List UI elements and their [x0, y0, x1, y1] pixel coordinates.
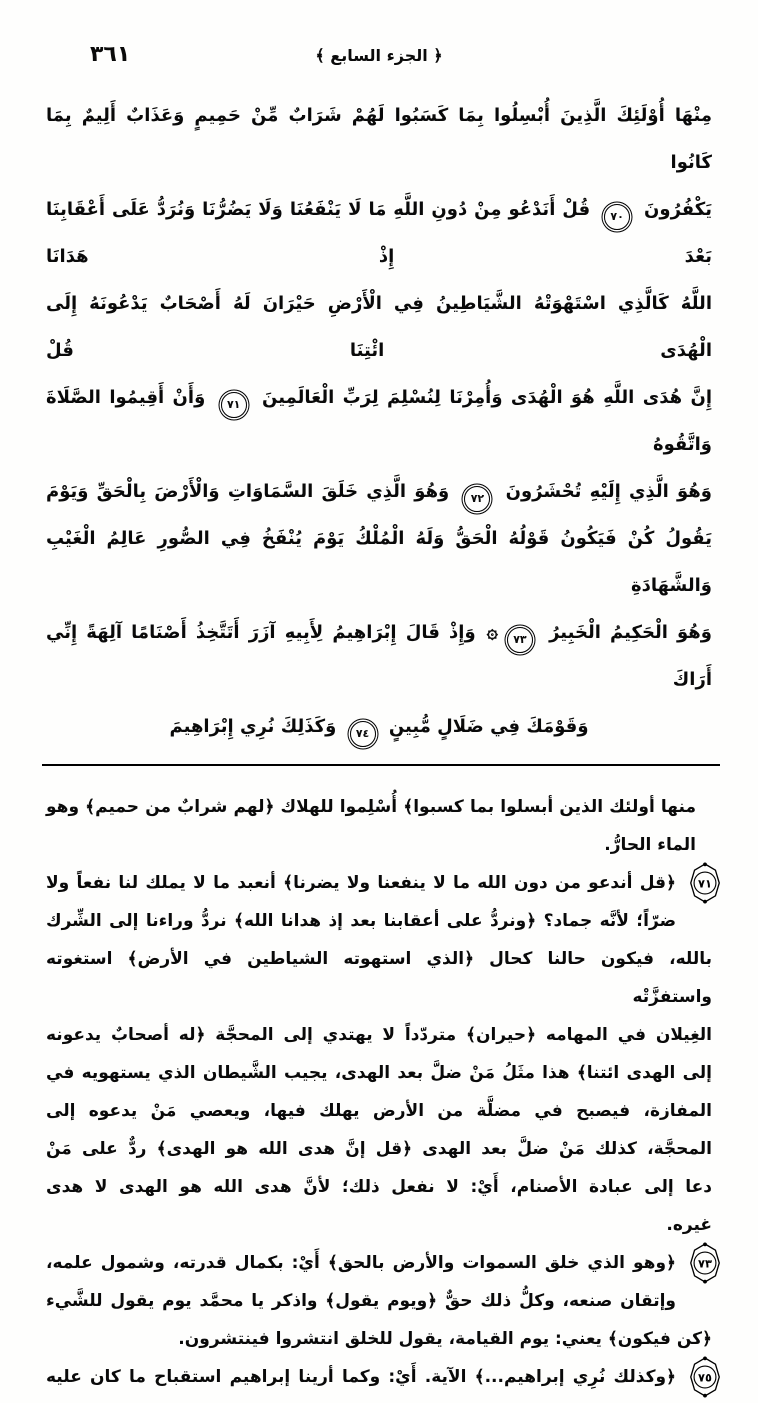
ayah-marker: ٧١: [221, 392, 247, 418]
section-divider: [42, 764, 720, 766]
quran-text-block: [46, 92, 712, 750]
quran-text-run: اللَّهُ كَالَّذِي اسْتَهْوَتْهُ الشَّيَاطِينُ فِي الْأَرْضِ حَيْرَانَ لَهُ أَصْحَابٌ يَدْعُونَهُ إِلَى الْهُدَى ائْتِنَا قُلْ: [46, 293, 712, 361]
verse-number: ٧١: [698, 876, 712, 891]
quran-text-run: إِنَّ هُدَى اللَّهِ هُوَ الْهُدَى وَأُمِرْنَا لِنُسْلِمَ لِرَبِّ الْعَالَمِينَ: [253, 387, 713, 408]
commentary-paragraph: [46, 864, 712, 1244]
quran-text-run: يَقُولُ كُنْ فَيَكُونُ قَوْلُهُ الْحَقُّ وَلَهُ الْمُلْكُ يَوْمَ يُنْفَخُ فِي الصُّورِ عَالِمُ الْغَيْبِ وَالشَّهَادَةِ: [46, 528, 712, 596]
verse-number: ٧٥: [698, 1370, 712, 1385]
quran-line: [46, 374, 712, 468]
commentary-line: دعا إلى عبادة الأصنام، أَيْ: لا نفعل ذلك؛ لأنَّ هدى الله هو الهدى لا هدى: [46, 1177, 712, 1197]
commentary-line: منها أولئك الذين أبسلوا بما كسبوا﴾ أُسْلِموا للهلاك ﴿لهم شرابٌ من حميم﴾ وهو: [46, 797, 696, 817]
page-header: [46, 30, 712, 76]
ayah-marker: ٧٠: [604, 204, 630, 230]
commentary-line: ضرّاً؛ لأنَّه جماد؟ ﴿ونردُّ على أعقابنا بعد إذ هدانا الله﴾ نردُّ وراءنا إلى الشِّرك: [46, 911, 676, 931]
commentary-line: المفازة، فيصبح في مضلَّة من الأرض يهلك فيها، ويعصي مَنْ يدعوه إلى: [46, 1101, 712, 1121]
commentary-line: ﴿كن فيكون﴾ يعني: يوم القيامة، يقول للخلق انتشروا فينتشرون.: [178, 1329, 712, 1349]
commentary-line: الغِيلان في المهامه ﴿حيران﴾ متردّداً لا يهتدي إلى المحجَّة ﴿له أصحابٌ يدعونه: [46, 1025, 712, 1045]
verse-medallion: [686, 1241, 724, 1285]
quran-text-run: يَكْفُرُونَ: [637, 199, 712, 220]
ayah-marker: ٧٤: [350, 721, 376, 747]
juz-title: ﴿ الجزء السابع ﴾: [315, 46, 443, 65]
commentary-paragraph: [46, 1244, 712, 1358]
quran-line: [46, 468, 712, 515]
quran-line: [46, 609, 712, 703]
verse-number: ٧٣: [698, 1256, 712, 1271]
quran-text-run: وَإِذْ قَالَ إِبْرَاهِيمُ لِأَبِيهِ آزَرَ أَتَتَّخِذُ أَصْنَامًا آلِهَةً إِنِّي أَرَاكَ: [46, 622, 712, 690]
quran-text-run: قُلْ أَنَدْعُو مِنْ دُونِ اللَّهِ مَا لَا يَنْفَعُنَا وَلَا يَضُرُّنَا وَنُرَدُّ عَلَى أَعْقَابِنَا بَعْدَ إِذْ هَدَانَا: [46, 199, 712, 267]
commentary-paragraph: [46, 788, 712, 864]
commentary-line: وإتقان صنعه، وكلُّ ذلك حقٌّ ﴿ويوم يقول﴾ واذكر يا محمَّد يوم يقول للشَّيء: [46, 1291, 676, 1311]
verse-medallion: [686, 861, 724, 905]
quran-line: [46, 515, 712, 609]
quran-text-run: وَهُوَ الَّذِي إِلَيْهِ تُحْشَرُونَ: [497, 481, 712, 502]
quran-line: [46, 92, 712, 186]
ayah-marker: ٧٣: [507, 627, 533, 653]
page-number: ٣٦١: [90, 42, 131, 67]
quran-text-run: وَهُوَ الْحَكِيمُ الْخَبِيرُ: [539, 622, 712, 643]
quran-text-run: مِنْهَا أُوْلَئِكَ الَّذِينَ أُبْسِلُوا بِمَا كَسَبُوا لَهُمْ شَرَابٌ مِّنْ حَمِيمٍ وَعَذَابٌ أَلِيمٌ بِمَا كَانُوا: [46, 105, 712, 173]
commentary-line: غيره.: [666, 1215, 712, 1235]
quran-text-run: وَهُوَ الَّذِي خَلَقَ السَّمَاوَاتِ وَالْأَرْضَ بِالْحَقِّ وَيَوْمَ: [46, 481, 458, 502]
quran-line: [46, 186, 712, 280]
commentary-line: إلى الهدى ائتنا﴾ هذا مثَلُ مَنْ ضلَّ بعد الهدى، يجيب الشَّيطان الذي يستهويه في: [46, 1063, 712, 1083]
commentary-line: المحجَّة، كذلك مَنْ ضلَّ بعد الهدى ﴿قل إنَّ هدى الله هو الهدى﴾ ردٌّ على مَنْ: [46, 1139, 712, 1159]
quran-text-run: وَكَذَلِكَ نُرِي إِبْرَاهِيمَ: [169, 716, 343, 737]
commentary-line: ﴿وكذلك نُرِي إبراهيم...﴾ الآية. أَيْ: وكما أرينا إبراهيم استقباح ما كان عليه: [46, 1367, 676, 1387]
quran-line: [46, 703, 712, 750]
commentary-block: [46, 788, 712, 1396]
verse-medallion: [686, 1355, 724, 1399]
commentary-line: ﴿وهو الذي خلق السموات والأرض بالحق﴾ أَيْ: بكمال قدرته، وشمول علمه،: [46, 1253, 676, 1273]
quran-text-run: وَقَوْمَكَ فِي ضَلَالٍ مُّبِينٍ: [382, 716, 589, 737]
commentary-line: ﴿قل أندعو من دون الله ما لا ينفعنا ولا يضرنا﴾ أنعبد ما لا يملك لنا نفعاً ولا: [46, 873, 676, 893]
quran-line: [46, 280, 712, 374]
quran-text-run: وَأَنْ أَقِيمُوا الصَّلَاةَ وَاتَّقُوهُ: [46, 387, 712, 455]
commentary-line: بالله، فيكون حالنا كحال ﴿الذي استهوته الشياطين في الأرض﴾ استغوته واستفزَّتْه: [46, 949, 712, 1007]
ayah-marker: ٧٢: [464, 486, 490, 512]
rub-el-hizb-icon: ۞: [486, 621, 498, 643]
commentary-paragraph: [46, 1358, 712, 1396]
commentary-line: الماء الحارُّ.: [604, 835, 696, 855]
